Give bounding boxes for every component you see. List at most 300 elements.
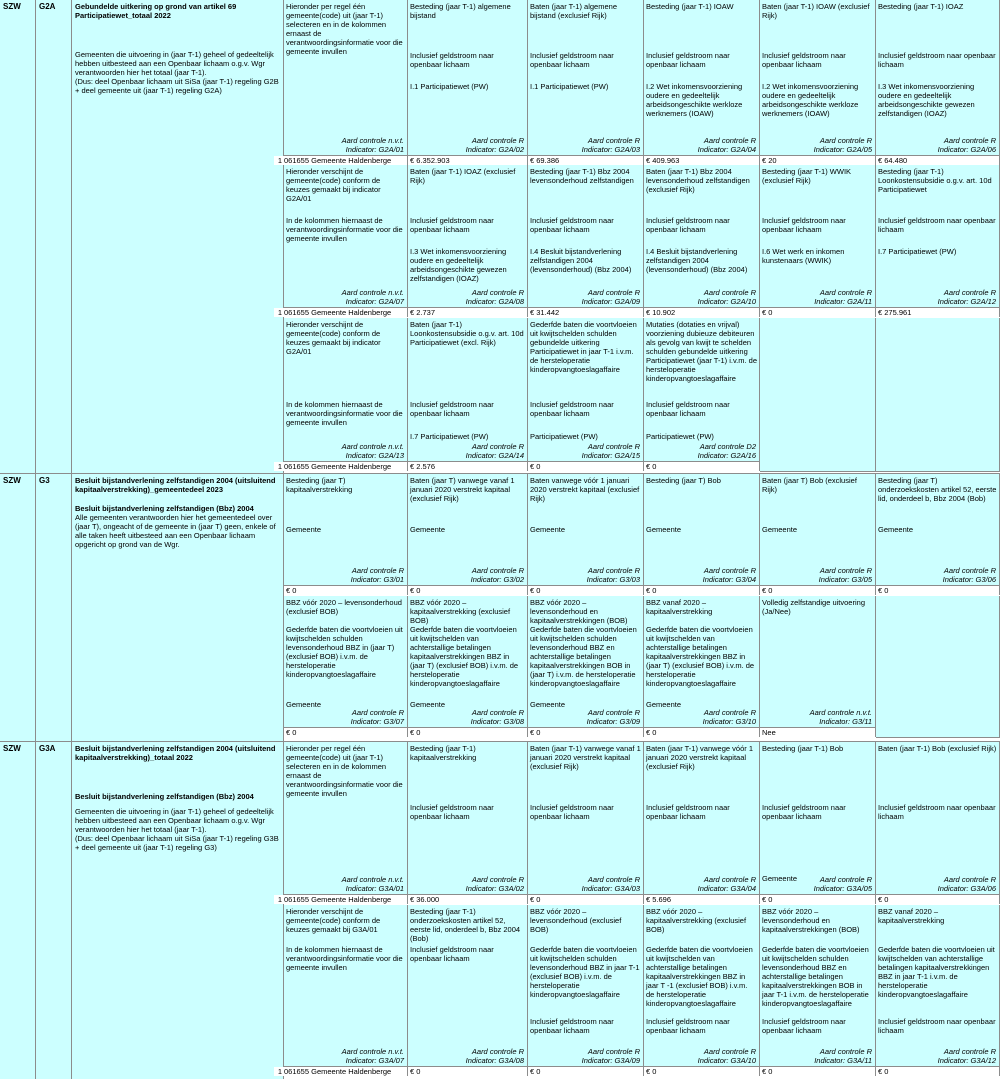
empty-cell xyxy=(876,318,1000,472)
header-footer xyxy=(814,288,872,306)
header-label: Baten (jaar T) vanwege vanaf 1 januari 2020 verstrekt kapitaal (exclusief Rijk) xyxy=(410,476,515,503)
value-field[interactable]: € 0 xyxy=(876,586,1000,595)
header-regulation: I.7 Participatiewet (PW) xyxy=(878,247,957,256)
header-scope: In de kolommen hiernaast de verantwoordingsinformatie voor die gemeente invullen xyxy=(286,400,403,427)
header-scope: Inclusief geldstroom naar openbaar lichaam xyxy=(646,216,730,234)
indicator-code: Indicator: G2A/11 xyxy=(814,297,872,306)
header-scope: Inclusief geldstroom naar openbaar lichaam xyxy=(878,216,996,234)
value-field[interactable]: € 0 xyxy=(528,728,644,737)
control-type: Aard controle R xyxy=(703,875,756,884)
dept-label: SZW xyxy=(3,744,21,753)
header-scope: Inclusief geldstroom naar openbaar lichaam xyxy=(410,945,494,963)
control-type: Aard controle R xyxy=(471,288,524,297)
control-type: Aard controle R xyxy=(943,1047,996,1056)
header-cell xyxy=(644,742,760,895)
row-number: 1 xyxy=(277,308,282,317)
code-label: G2A xyxy=(39,2,56,11)
regulation-code xyxy=(36,474,72,742)
control-type: Aard controle R xyxy=(587,442,640,451)
control-type: Aard controle n.v.t. xyxy=(341,442,404,451)
indicator-code: Indicator: G2A/03 xyxy=(581,145,640,154)
header-label: BBZ vóór 2020 – levensonderhoud en kapitaalverstrekkingen (BOB) xyxy=(762,907,860,934)
header-cell xyxy=(876,905,1000,1067)
header-cell xyxy=(876,742,1000,895)
header-footer xyxy=(698,442,756,460)
header-label: Volledig zelfstandige uitvoering (Ja/Nee) xyxy=(762,598,865,616)
indicator-code: Indicator: G3A/02 xyxy=(465,884,524,893)
regulation-title: Besluit bijstandverlening zelfstandigen 2004 (uitsluitend kapitaalverstrekking)_gemeentedeel 2023 xyxy=(75,476,276,494)
header-footer xyxy=(698,288,756,306)
indicator-code: Indicator: G2A/12 xyxy=(937,297,996,306)
header-scope: Inclusief geldstroom naar openbaar lichaam xyxy=(410,803,494,821)
value-field[interactable]: Nee xyxy=(760,728,876,737)
dept-code xyxy=(0,0,36,474)
value-field[interactable]: € 0 xyxy=(284,728,408,737)
row-number: 1 xyxy=(277,156,282,165)
header-scope: Gederfde baten die voortvloeien uit kwijtschelden schulden levensonderhoud BBZ in jaar T-1 (exclusief BOB) i.v.m. de hersteloperatie kinderopvangtoeslagaffaire xyxy=(530,945,640,999)
value-field[interactable]: € 0 xyxy=(528,586,644,595)
value-field[interactable]: € 409.963 xyxy=(644,156,760,165)
header-label: Besteding (jaar T-1) Bbz 2004 levensonderhoud zelfstandigen xyxy=(530,167,634,185)
indicator-code: Indicator: G3/01 xyxy=(350,575,404,584)
header-footer xyxy=(582,442,640,460)
table-row xyxy=(284,728,876,737)
header-cell xyxy=(760,596,876,728)
control-type: Aard controle R xyxy=(471,875,524,884)
control-type: Aard controle R xyxy=(943,875,996,884)
header-label: Besteding (jaar T-1) algemene bijstand xyxy=(410,2,511,20)
control-type: Aard controle R xyxy=(943,566,996,575)
indicator-code: Indicator: G2A/01 xyxy=(345,145,404,154)
indicator-code: Indicator: G3/08 xyxy=(470,717,524,726)
header-scope: Gemeente xyxy=(286,525,322,534)
regulation-desc: Alle gemeenten verantwoorden hier het gemeentedeel over (jaar T), ongeacht of de gemeente in (jaar T) geen, enkele of alle taken heeft uitbesteed aan een Openbaar lichaam opgericht op grond van de Wgr. xyxy=(75,513,276,549)
header-regulation: Inclusief geldstroom naar openbaar lichaam xyxy=(762,1017,846,1035)
header-scope: Inclusief geldstroom naar openbaar lichaam xyxy=(410,216,494,234)
value-field[interactable]: € 0 xyxy=(284,586,408,595)
header-cell xyxy=(284,905,408,1067)
value-field[interactable]: € 0 xyxy=(644,462,760,471)
header-footer xyxy=(351,566,404,584)
regulation-subtitle: Besluit bijstandverlening zelfstandigen (Bbz) 2004 xyxy=(75,504,254,513)
header-regulation: Gemeente xyxy=(762,874,798,883)
header-cell xyxy=(284,318,408,462)
header-label: BBZ vanaf 2020 – kapitaalverstrekking xyxy=(646,598,713,616)
value-field[interactable]: € 10.902 xyxy=(644,308,760,317)
indicator-code: Indicator: G2A/14 xyxy=(465,451,524,460)
header-scope: Inclusief geldstroom naar openbaar lichaam xyxy=(878,51,996,69)
value-field[interactable]: € 31.442 xyxy=(528,308,644,317)
header-scope: In de kolommen hiernaast de verantwoordingsinformatie voor die gemeente invullen xyxy=(286,216,403,243)
code-label: G3A xyxy=(39,744,56,753)
header-cell xyxy=(284,742,408,895)
indicator-code: Indicator: G2A/10 xyxy=(697,297,756,306)
header-footer xyxy=(582,288,640,306)
header-cell xyxy=(876,165,1000,308)
control-type: Aard controle n.v.t. xyxy=(341,875,404,884)
header-scope: Inclusief geldstroom naar openbaar lichaam xyxy=(646,803,730,821)
control-type: Aard controle n.v.t. xyxy=(341,1047,404,1056)
header-cell xyxy=(408,474,528,586)
value-field[interactable]: € 0 xyxy=(760,1067,876,1076)
header-regulation: Inclusief geldstroom naar openbaar lichaam xyxy=(878,1017,996,1035)
header-footer xyxy=(466,875,524,893)
value-field[interactable]: € 0 xyxy=(408,586,528,595)
header-footer xyxy=(938,288,996,306)
header-footer xyxy=(466,288,524,306)
header-footer xyxy=(814,136,872,154)
header-footer xyxy=(466,136,524,154)
header-label: Hieronder verschijnt de gemeente(code) conform de keuzes gemaakt bij G3A/01 xyxy=(286,907,381,934)
empty-cell xyxy=(760,318,876,472)
dept-label: SZW xyxy=(3,476,21,485)
header-cell xyxy=(644,165,760,308)
header-label: BBZ vóór 2020 – kapitaalverstrekking (exclusief BOB) xyxy=(410,598,511,625)
table-row xyxy=(284,586,1000,595)
header-label: Baten (jaar T-1) Bob (exclusief Rijk) xyxy=(878,744,997,753)
header-footer xyxy=(582,875,640,893)
control-type: Aard controle R xyxy=(471,136,524,145)
regulation-title: Gebundelde uitkering op grond van artikel 69 Participatiewet_totaal 2022 xyxy=(75,2,237,20)
header-scope: Gederfde baten die voortvloeien uit kwijtschelden van achterstallige betalingen kapitaalverstrekkingen BBZ in jaar T-1 i.v.m. de hersteloperatie kinderopvangtoeslagaffaire xyxy=(878,945,995,999)
gemeente-select[interactable] xyxy=(274,308,408,317)
header-footer xyxy=(703,566,756,584)
control-type: Aard controle R xyxy=(587,136,640,145)
control-type: Aard controle R xyxy=(351,566,404,575)
indicator-code: Indicator: G3A/01 xyxy=(345,884,404,893)
header-footer xyxy=(582,1047,640,1065)
value-field[interactable]: € 0 xyxy=(876,895,1000,904)
header-label: Besteding (jaar T-1) Loonkostensubsidie o.g.v. art. 10d Participatiewet xyxy=(878,167,992,194)
header-regulation: Gemeente xyxy=(530,700,566,709)
header-regulation: I.4 Besluit bijstandverlening zelfstandigen 2004 (levensonderhoud) (Bbz 2004) xyxy=(646,247,748,274)
indicator-code: Indicator: G3/11 xyxy=(819,717,872,726)
header-label: Mutaties (dotaties en vrijval) voorziening dubieuze debiteuren als gevolg van kwijt te schelden schulden gebundelde uitkering Participatiewet (jaar T-1) i.v.m. de hersteloperatie kinderopvangtoeslagaffaire xyxy=(646,320,758,383)
header-label: BBZ vóór 2020 – levensonderhoud (exclusief BOB) xyxy=(286,598,402,616)
regulation-desc: Gemeenten die uitvoering in (jaar T-1) geheel of gedeeltelijk hebben uitbesteed aan een Openbaar lichaam o.g.v. Wgr verantwoorden hier het totaal (jaar T-1). (Dus: deel Openbaar lichaam uit SiSa (jaar T-1) regeling G2B + deel gemeente uit (jaar T-1) regeling G2A) xyxy=(75,50,279,95)
indicator-code: Indicator: G3/03 xyxy=(586,575,640,584)
value-field[interactable]: € 0 xyxy=(760,308,876,317)
gemeente-name: 061655 Gemeente Haldenberge xyxy=(284,156,392,165)
control-type: Aard controle R xyxy=(587,566,640,575)
control-type: Aard controle D2 xyxy=(699,442,756,451)
header-scope: Gederfde baten die voortvloeien uit kwijtschelden van achterstallige betalingen kapitaalverstrekkingen BBZ in jaar T -1 (exclusief BOB) i.v.m. de hersteloperatie kinderopvangtoeslagaffaire xyxy=(646,945,753,1008)
header-label: Besteding (jaar T-1) IOAZ xyxy=(878,2,964,11)
indicator-code: Indicator: G2A/04 xyxy=(697,145,756,154)
header-label: Besteding (jaar T) onderzoekskosten artikel 52, eerste lid, onderdeel b, Bbz 2004 (Bob) xyxy=(878,476,997,503)
control-type: Aard controle R xyxy=(943,288,996,297)
header-cell xyxy=(408,318,528,462)
control-type: Aard controle R xyxy=(703,136,756,145)
header-scope: Gederfde baten die voortvloeien uit kwijtschelden van achterstallige betalingen kapitaalverstrekkingen BBZ in (jaar T) (exclusief BOB) i.v.m. de hersteloperatie kinderopvangtoeslagaffaire xyxy=(410,625,519,688)
header-regulation: I.4 Besluit bijstandverlening zelfstandigen 2004 (levensonderhoud) (Bbz 2004) xyxy=(530,247,632,274)
value-field[interactable]: € 0 xyxy=(644,586,760,595)
value-field[interactable]: € 0 xyxy=(408,1067,528,1076)
control-type: Aard controle R xyxy=(819,288,872,297)
indicator-code: Indicator: G3A/04 xyxy=(697,884,756,893)
header-scope: Gemeente xyxy=(762,525,798,534)
header-scope: Inclusief geldstroom naar openbaar lichaam xyxy=(762,216,846,234)
section-g3a xyxy=(0,742,1000,1079)
header-label: Baten (jaar T-1) Bbz 2004 levensonderhoud zelfstandigen (exclusief Rijk) xyxy=(646,167,750,194)
indicator-code: Indicator: G3/05 xyxy=(818,575,872,584)
table-row xyxy=(277,308,1000,317)
header-scope: Inclusief geldstroom naar openbaar lichaam xyxy=(530,51,614,69)
header-scope: Gederfde baten die voortvloeien uit kwijtschelden schulden levensonderhoud BBZ in (jaar T) (exclusief BOB) i.v.m. de hersteloperatie kinderopvangtoeslagaffaire xyxy=(286,625,403,679)
header-cell xyxy=(408,742,528,895)
header-scope: Inclusief geldstroom naar openbaar lichaam xyxy=(530,803,614,821)
header-footer xyxy=(814,875,872,893)
header-scope: Inclusief geldstroom naar openbaar lichaam xyxy=(646,51,730,69)
indicator-code: Indicator: G3A/11 xyxy=(814,1056,872,1065)
value-field[interactable]: € 0 xyxy=(644,1067,760,1076)
header-scope: Inclusief geldstroom naar openbaar lichaam xyxy=(530,216,614,234)
header-label: Hieronder verschijnt de gemeente(code) conform de keuzes gemaakt bij indicator G2A/01 xyxy=(286,320,381,356)
header-label: Besteding (jaar T) Bob xyxy=(646,476,721,485)
header-cell xyxy=(408,596,528,728)
header-cell xyxy=(644,474,760,586)
regulation-title: Besluit bijstandverlening zelfstandigen 2004 (uitsluitend kapitaalverstrekking)_totaal 2022 xyxy=(75,744,276,762)
header-label: Besteding (jaar T-1) kapitaalverstrekking xyxy=(410,744,477,762)
dept-code xyxy=(0,742,36,1079)
header-cell xyxy=(528,474,644,586)
header-cell xyxy=(760,905,876,1067)
header-label: Baten (jaar T-1) IOAZ (exclusief Rijk) xyxy=(410,167,516,185)
gemeente-select[interactable] xyxy=(274,895,408,904)
row-number: 1 xyxy=(277,1067,282,1076)
header-footer xyxy=(342,875,404,893)
header-cell xyxy=(644,318,760,462)
header-regulation: Inclusief geldstroom naar openbaar lichaam xyxy=(646,1017,730,1035)
value-field[interactable]: € 20 xyxy=(760,156,876,165)
header-cell xyxy=(644,596,760,728)
control-type: Aard controle R xyxy=(819,136,872,145)
indicator-code: Indicator: G2A/02 xyxy=(465,145,524,154)
header-footer xyxy=(938,875,996,893)
header-regulation: Participatiewet (PW) xyxy=(530,432,598,441)
value-field[interactable]: € 0 xyxy=(408,728,528,737)
regulation-code xyxy=(36,0,72,474)
value-field[interactable]: € 36.000 xyxy=(408,895,528,904)
header-scope: Inclusief geldstroom naar openbaar lichaam xyxy=(762,51,846,69)
value-field[interactable]: € 275.961 xyxy=(876,308,1000,317)
indicator-code: Indicator: G3A/10 xyxy=(697,1056,756,1065)
value-field[interactable]: € 0 xyxy=(760,895,876,904)
indicator-code: Indicator: G2A/15 xyxy=(581,451,640,460)
empty-cell xyxy=(876,596,1000,738)
header-footer xyxy=(466,442,524,460)
header-label: BBZ vóór 2020 – kapitaalverstrekking (exclusief BOB) xyxy=(646,907,747,934)
dept-code xyxy=(0,474,36,742)
gemeente-name: 061655 Gemeente Haldenberge xyxy=(284,462,392,471)
header-label: Baten (jaar T-1) vanwege vóór 1 januari 2020 verstrekt kapitaal (exclusief Rijk) xyxy=(646,744,754,771)
regulation-subtitle: Besluit bijstandverlening zelfstandigen (Bbz) 2004 xyxy=(75,792,254,801)
header-label: BBZ vanaf 2020 – kapitaalverstrekking xyxy=(878,907,945,925)
control-type: Aard controle n.v.t. xyxy=(809,708,872,717)
header-regulation: I.6 Wet werk en inkomen kunstenaars (WWIK) xyxy=(762,247,845,265)
header-label: Gederfde baten die voortvloeien uit kwijtschelden schulden gebundelde uitkering Participatiewet in jaar T-1 i.v.m. de hersteloperatie kinderopvangtoeslagaffaire xyxy=(530,320,637,374)
control-type: Aard controle n.v.t. xyxy=(341,288,404,297)
indicator-code: Indicator: G3A/12 xyxy=(937,1056,996,1065)
indicator-code: Indicator: G2A/09 xyxy=(581,297,640,306)
header-regulation: Gemeente xyxy=(410,700,446,709)
indicator-code: Indicator: G3A/05 xyxy=(813,884,872,893)
value-field[interactable]: € 0 xyxy=(876,1067,1000,1076)
value-field[interactable]: € 6.352.903 xyxy=(408,156,528,165)
header-scope: Inclusief geldstroom naar openbaar lichaam xyxy=(762,803,846,821)
value-field[interactable]: € 0 xyxy=(760,586,876,595)
code-label: G3 xyxy=(39,476,50,485)
table-row xyxy=(277,462,760,471)
header-scope: Gemeente xyxy=(410,525,446,534)
header-scope: Inclusief geldstroom naar openbaar lichaam xyxy=(878,803,996,821)
header-footer xyxy=(342,136,404,154)
header-cell xyxy=(876,474,1000,586)
indicator-code: Indicator: G3/09 xyxy=(586,717,640,726)
header-scope: Gemeente xyxy=(530,525,566,534)
section-g2a xyxy=(0,0,1000,474)
header-label: Hieronder verschijnt de gemeente(code) conform de keuzes gemaakt bij indicator G2A/01 xyxy=(286,167,381,203)
header-label: Baten (jaar T-1) Loonkostensubsidie o.g.v. art. 10d Participatiewet (excl. Rijk) xyxy=(410,320,524,347)
table-row xyxy=(277,1067,1000,1076)
header-label: BBZ vóór 2020 – levensonderhoud (exclusief BOB) xyxy=(530,907,622,934)
control-type: Aard controle R xyxy=(703,566,756,575)
header-label: Baten (jaar T-1) IOAW (exclusief Rijk) xyxy=(762,2,870,20)
header-footer xyxy=(938,136,996,154)
row-number: 1 xyxy=(277,462,282,471)
control-type: Aard controle R xyxy=(819,875,872,884)
control-type: Aard controle R xyxy=(587,288,640,297)
table-row xyxy=(277,895,1000,904)
header-regulation: I.1 Participatiewet (PW) xyxy=(410,82,489,91)
header-regulation: Participatiewet (PW) xyxy=(646,432,714,441)
regulation-description xyxy=(72,742,284,1079)
control-type: Aard controle R xyxy=(471,708,524,717)
control-type: Aard controle R xyxy=(819,566,872,575)
control-type: Aard controle R xyxy=(471,442,524,451)
control-type: Aard controle R xyxy=(703,708,756,717)
gemeente-select[interactable] xyxy=(274,1067,408,1076)
header-footer xyxy=(466,1047,524,1065)
header-footer xyxy=(351,708,404,726)
value-field[interactable]: € 69.386 xyxy=(528,156,644,165)
header-label: BBZ vóór 2020 – levensonderhoud en kapitaalverstrekkingen (BOB) xyxy=(530,598,628,625)
header-label: Besteding (jaar T-1) Bob xyxy=(762,744,844,753)
header-footer xyxy=(698,136,756,154)
header-scope: Inclusief geldstroom naar openbaar lichaam xyxy=(410,51,494,69)
header-cell xyxy=(528,905,644,1067)
value-field[interactable]: € 5.696 xyxy=(644,895,760,904)
header-footer xyxy=(587,566,640,584)
indicator-code: Indicator: G3A/08 xyxy=(465,1056,524,1065)
indicator-code: Indicator: G3A/03 xyxy=(581,884,640,893)
indicator-code: Indicator: G3/06 xyxy=(942,575,996,584)
control-type: Aard controle R xyxy=(943,136,996,145)
value-field[interactable]: € 2.576 xyxy=(408,462,528,471)
header-footer xyxy=(587,708,640,726)
header-cell xyxy=(528,596,644,728)
header-label: Baten (jaar T) Bob (exclusief Rijk) xyxy=(762,476,857,494)
regulation-desc: Gemeenten die uitvoering in (jaar T-1) geheel of gedeeltelijk hebben uitbesteed aan een Openbaar lichaam o.g.v. Wgr verantwoorden hier het totaal (jaar T-1). (Dus: deel Openbaar lichaam uit SiSa (jaar T-1) regeling G3B + deel gemeente uit (jaar T-1) regeling G3) xyxy=(75,807,279,852)
header-regulation: Gemeente xyxy=(286,700,322,709)
header-label: Besteding (jaar T-1) IOAW xyxy=(646,2,734,11)
header-cell xyxy=(644,905,760,1067)
header-regulation: I.7 Participatiewet (PW) xyxy=(410,432,489,441)
header-cell xyxy=(760,474,876,586)
header-cell xyxy=(284,474,408,586)
indicator-code: Indicator: G3/07 xyxy=(350,717,404,726)
header-regulation: Gemeente xyxy=(646,700,682,709)
header-cell xyxy=(528,318,644,462)
control-type: Aard controle R xyxy=(703,288,756,297)
header-label: Hieronder per regel één gemeente(code) uit (jaar T-1) selecteren en in de kolommen ernaast de verantwoordingsinformatie voor die gemeente invullen xyxy=(286,2,403,56)
header-scope: Inclusief geldstroom naar openbaar lichaam xyxy=(410,400,494,418)
gemeente-name: 061655 Gemeente Haldenberge xyxy=(284,1067,392,1076)
header-scope: In de kolommen hiernaast de verantwoordingsinformatie voor die gemeente invullen xyxy=(286,945,403,972)
header-cell xyxy=(760,165,876,308)
indicator-code: Indicator: G3/10 xyxy=(702,717,756,726)
header-label: Besteding (jaar T) kapitaalverstrekking xyxy=(286,476,353,494)
gemeente-select[interactable] xyxy=(274,462,408,471)
indicator-code: Indicator: G2A/16 xyxy=(697,451,756,460)
header-label: Besteding (jaar T-1) WWIK (exclusief Rijk) xyxy=(762,167,852,185)
header-regulation: I.3 Wet inkomensvoorziening oudere en gedeeltelijk arbeidsongeschikte gewezen zelfstandigen (IOAZ) xyxy=(410,247,507,283)
value-field[interactable]: € 0 xyxy=(528,895,644,904)
header-cell xyxy=(528,0,644,156)
header-footer xyxy=(814,1047,872,1065)
control-type: Aard controle R xyxy=(703,1047,756,1056)
header-scope: Gederfde baten die voortvloeien uit kwijtschelden schulden levensonderhoud BBZ en achterstallige betalingen kapitaalverstrekkingen BOB in (jaar T) i.v.m. de hersteloperatie kinderopvangtoeslagaffaire xyxy=(530,625,637,688)
header-cell xyxy=(284,165,408,308)
header-cell xyxy=(760,742,876,895)
indicator-code: Indicator: G2A/05 xyxy=(813,145,872,154)
indicator-code: Indicator: G2A/13 xyxy=(345,451,404,460)
indicator-code: Indicator: G3A/07 xyxy=(345,1056,404,1065)
header-footer xyxy=(943,566,996,584)
control-type: Aard controle R xyxy=(587,708,640,717)
header-regulation: I.3 Wet inkomensvoorziening oudere en gedeeltelijk arbeidsongeschikte gewezen zelfstandigen (IOAZ) xyxy=(878,82,975,118)
value-field[interactable]: € 64.480 xyxy=(876,156,1000,165)
header-regulation: I.2 Wet inkomensvoorziening oudere en gedeeltelijk arbeidsongeschikte werkloze werknemers (IOAW) xyxy=(646,82,743,118)
header-cell xyxy=(876,0,1000,156)
header-scope: Gederfde baten die voortvloeien uit kwijtschelden schulden levensonderhoud BBZ en achterstallige betalingen kapitaalverstrekkingen BOB in jaar T-1 i.v.m. de hersteloperatie kinderopvangtoeslagaffaire xyxy=(762,945,869,1008)
header-scope: Gederfde baten die voortvloeien uit kwijtschelden van achterstallige betalingen kapitaalverstrekkingen BBZ in (jaar T) (exclusief BOB) i.v.m. de hersteloperatie kinderopvangtoeslagaffaire xyxy=(646,625,755,688)
regulation-description xyxy=(72,474,284,742)
value-field[interactable]: € 0 xyxy=(528,1067,644,1076)
indicator-code: Indicator: G2A/07 xyxy=(345,297,404,306)
header-label: Baten (jaar T-1) vanwege vanaf 1 januari 2020 verstrekt kapitaal (exclusief Rijk) xyxy=(530,744,641,771)
header-cell xyxy=(760,0,876,156)
header-cell xyxy=(408,0,528,156)
control-type: Aard controle n.v.t. xyxy=(341,136,404,145)
header-footer xyxy=(342,288,404,306)
indicator-code: Indicator: G2A/08 xyxy=(465,297,524,306)
indicator-code: Indicator: G3/02 xyxy=(470,575,524,584)
section-g3 xyxy=(0,474,1000,742)
value-field[interactable]: € 2.737 xyxy=(408,308,528,317)
header-label: Baten vanwege vóór 1 januari 2020 verstrekt kapitaal (exclusief Rijk) xyxy=(530,476,640,503)
header-footer xyxy=(703,708,756,726)
value-field[interactable]: € 0 xyxy=(644,728,760,737)
gemeente-select[interactable] xyxy=(274,156,408,165)
indicator-code: Indicator: G3A/06 xyxy=(937,884,996,893)
header-scope: Inclusief geldstroom naar openbaar lichaam xyxy=(530,400,614,418)
header-footer xyxy=(698,875,756,893)
value-field[interactable]: € 0 xyxy=(528,462,644,471)
control-type: Aard controle R xyxy=(471,566,524,575)
header-footer xyxy=(582,136,640,154)
header-scope: Gemeente xyxy=(646,525,682,534)
